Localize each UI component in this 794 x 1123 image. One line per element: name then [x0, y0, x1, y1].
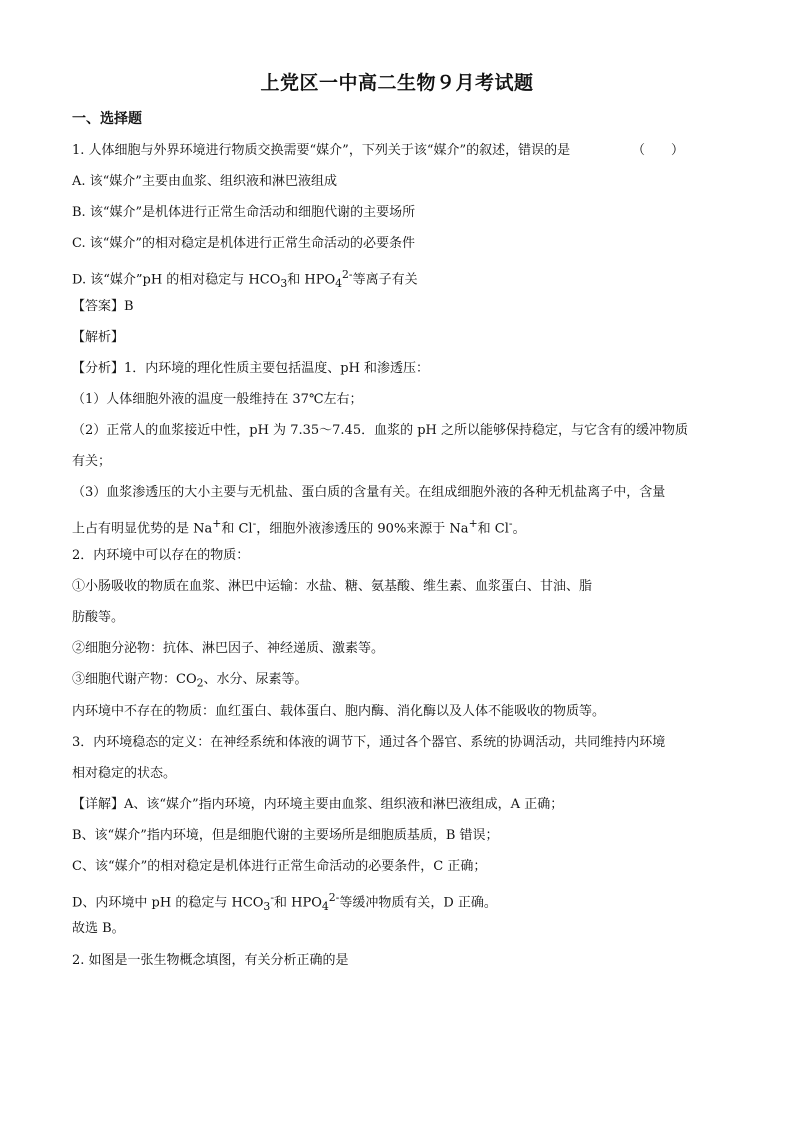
- metabolite-line: ③细胞代谢产物：$CO_2$、水分、尿素等。: [72, 672, 308, 690]
- conclusion-line: 故选 B。: [72, 921, 125, 936]
- analysis-line: 内环境中不存在的物质：血红蛋白、载体蛋白、胞内酶、消化酶以及人体不能吸收的物质等。: [72, 704, 606, 719]
- detail-line: C、该“媒介”的相对稳定是机体进行正常生命活动的必要条件，C 正确；: [72, 859, 487, 874]
- analysis-line: （1）人体细胞外液的温度一般维持在 37℃左右；: [72, 392, 363, 407]
- detail-line: 【详解】A、该“媒介”指内环境，内环境主要由血浆、组织液和淋巴液组成，A 正确；: [72, 797, 564, 812]
- detail-line-d: D、内环境中 pH 的稳定与 $HCO_3^-$和 $HPO_4^{2-}$等缓冲物质有关，D 正确。: [72, 891, 497, 913]
- question-1-text: 1. 人体细胞与外界环境进行物质交换需要“媒介”，下列关于该“媒介”的叙述，错误的是: [72, 143, 571, 158]
- analysis-line: ①小肠吸收的物质在血浆、淋巴中运输：水盐、糖、氨基酸、维生素、血浆蛋白、甘油、脂: [72, 579, 593, 594]
- analysis-line: 【分析】1．内环境的理化性质主要包括温度、pH 和渗透压：: [72, 361, 430, 376]
- detail-line: B、该“媒介”指内环境，但是细胞代谢的主要场所是细胞质基质，B 错误；: [72, 828, 499, 843]
- analysis-line: （2）正常人的血浆接近中性，pH 为 7.35～7.45．血浆的 pH 之所以能够保持稳定，与它含有的缓冲物质: [72, 423, 689, 438]
- analysis-heading: 【解析】: [72, 330, 125, 345]
- analysis-line: （3）血浆渗透压的大小主要与无机盐、蛋白质的含量有关。在组成细胞外液的各种无机盐离子中，含量: [72, 485, 666, 500]
- analysis-line: ②细胞分泌物：抗体、淋巴因子、神经递质、激素等。: [72, 641, 385, 656]
- analysis-line: 3．内环境稳态的定义：在神经系统和体液的调节下，通过各个器官、系统的协调活动，共同维持内环境: [72, 735, 666, 750]
- answer-label: 【答案】B: [72, 299, 134, 314]
- question-1-stem: [72, 142, 732, 160]
- option-d: D. 该“媒介”pH 的相对稳定与 $HCO_3$和 $HPO_4^{2-}$等离子有关: [72, 268, 418, 290]
- option-a: A. 该“媒介”主要由血浆、组织液和淋巴液组成: [72, 174, 337, 189]
- analysis-line: 肪酸等。: [72, 610, 125, 625]
- option-b: B. 该“媒介”是机体进行正常生命活动和细胞代谢的主要场所: [72, 205, 416, 220]
- analysis-line: 2．内环境中可以存在的物质：: [72, 548, 250, 563]
- option-c: C. 该“媒介”的相对稳定是机体进行正常生命活动的必要条件: [72, 236, 416, 251]
- answer-blank: （ ）: [632, 143, 685, 158]
- analysis-line: 相对稳定的状态。: [72, 766, 177, 781]
- analysis-line: 有关；: [72, 454, 112, 469]
- ion-line: 上占有明显优势的是 Na+和 Cl-，细胞外液渗透压的 90%来源于 Na+和 Cl-。: [72, 517, 526, 537]
- section-heading: 一、选择题: [72, 111, 142, 127]
- page-title: 上党区一中高二生物９月考试题: [260, 72, 534, 94]
- question-2-stem: 2. 如图是一张生物概念填图，有关分析正确的是: [72, 953, 349, 968]
